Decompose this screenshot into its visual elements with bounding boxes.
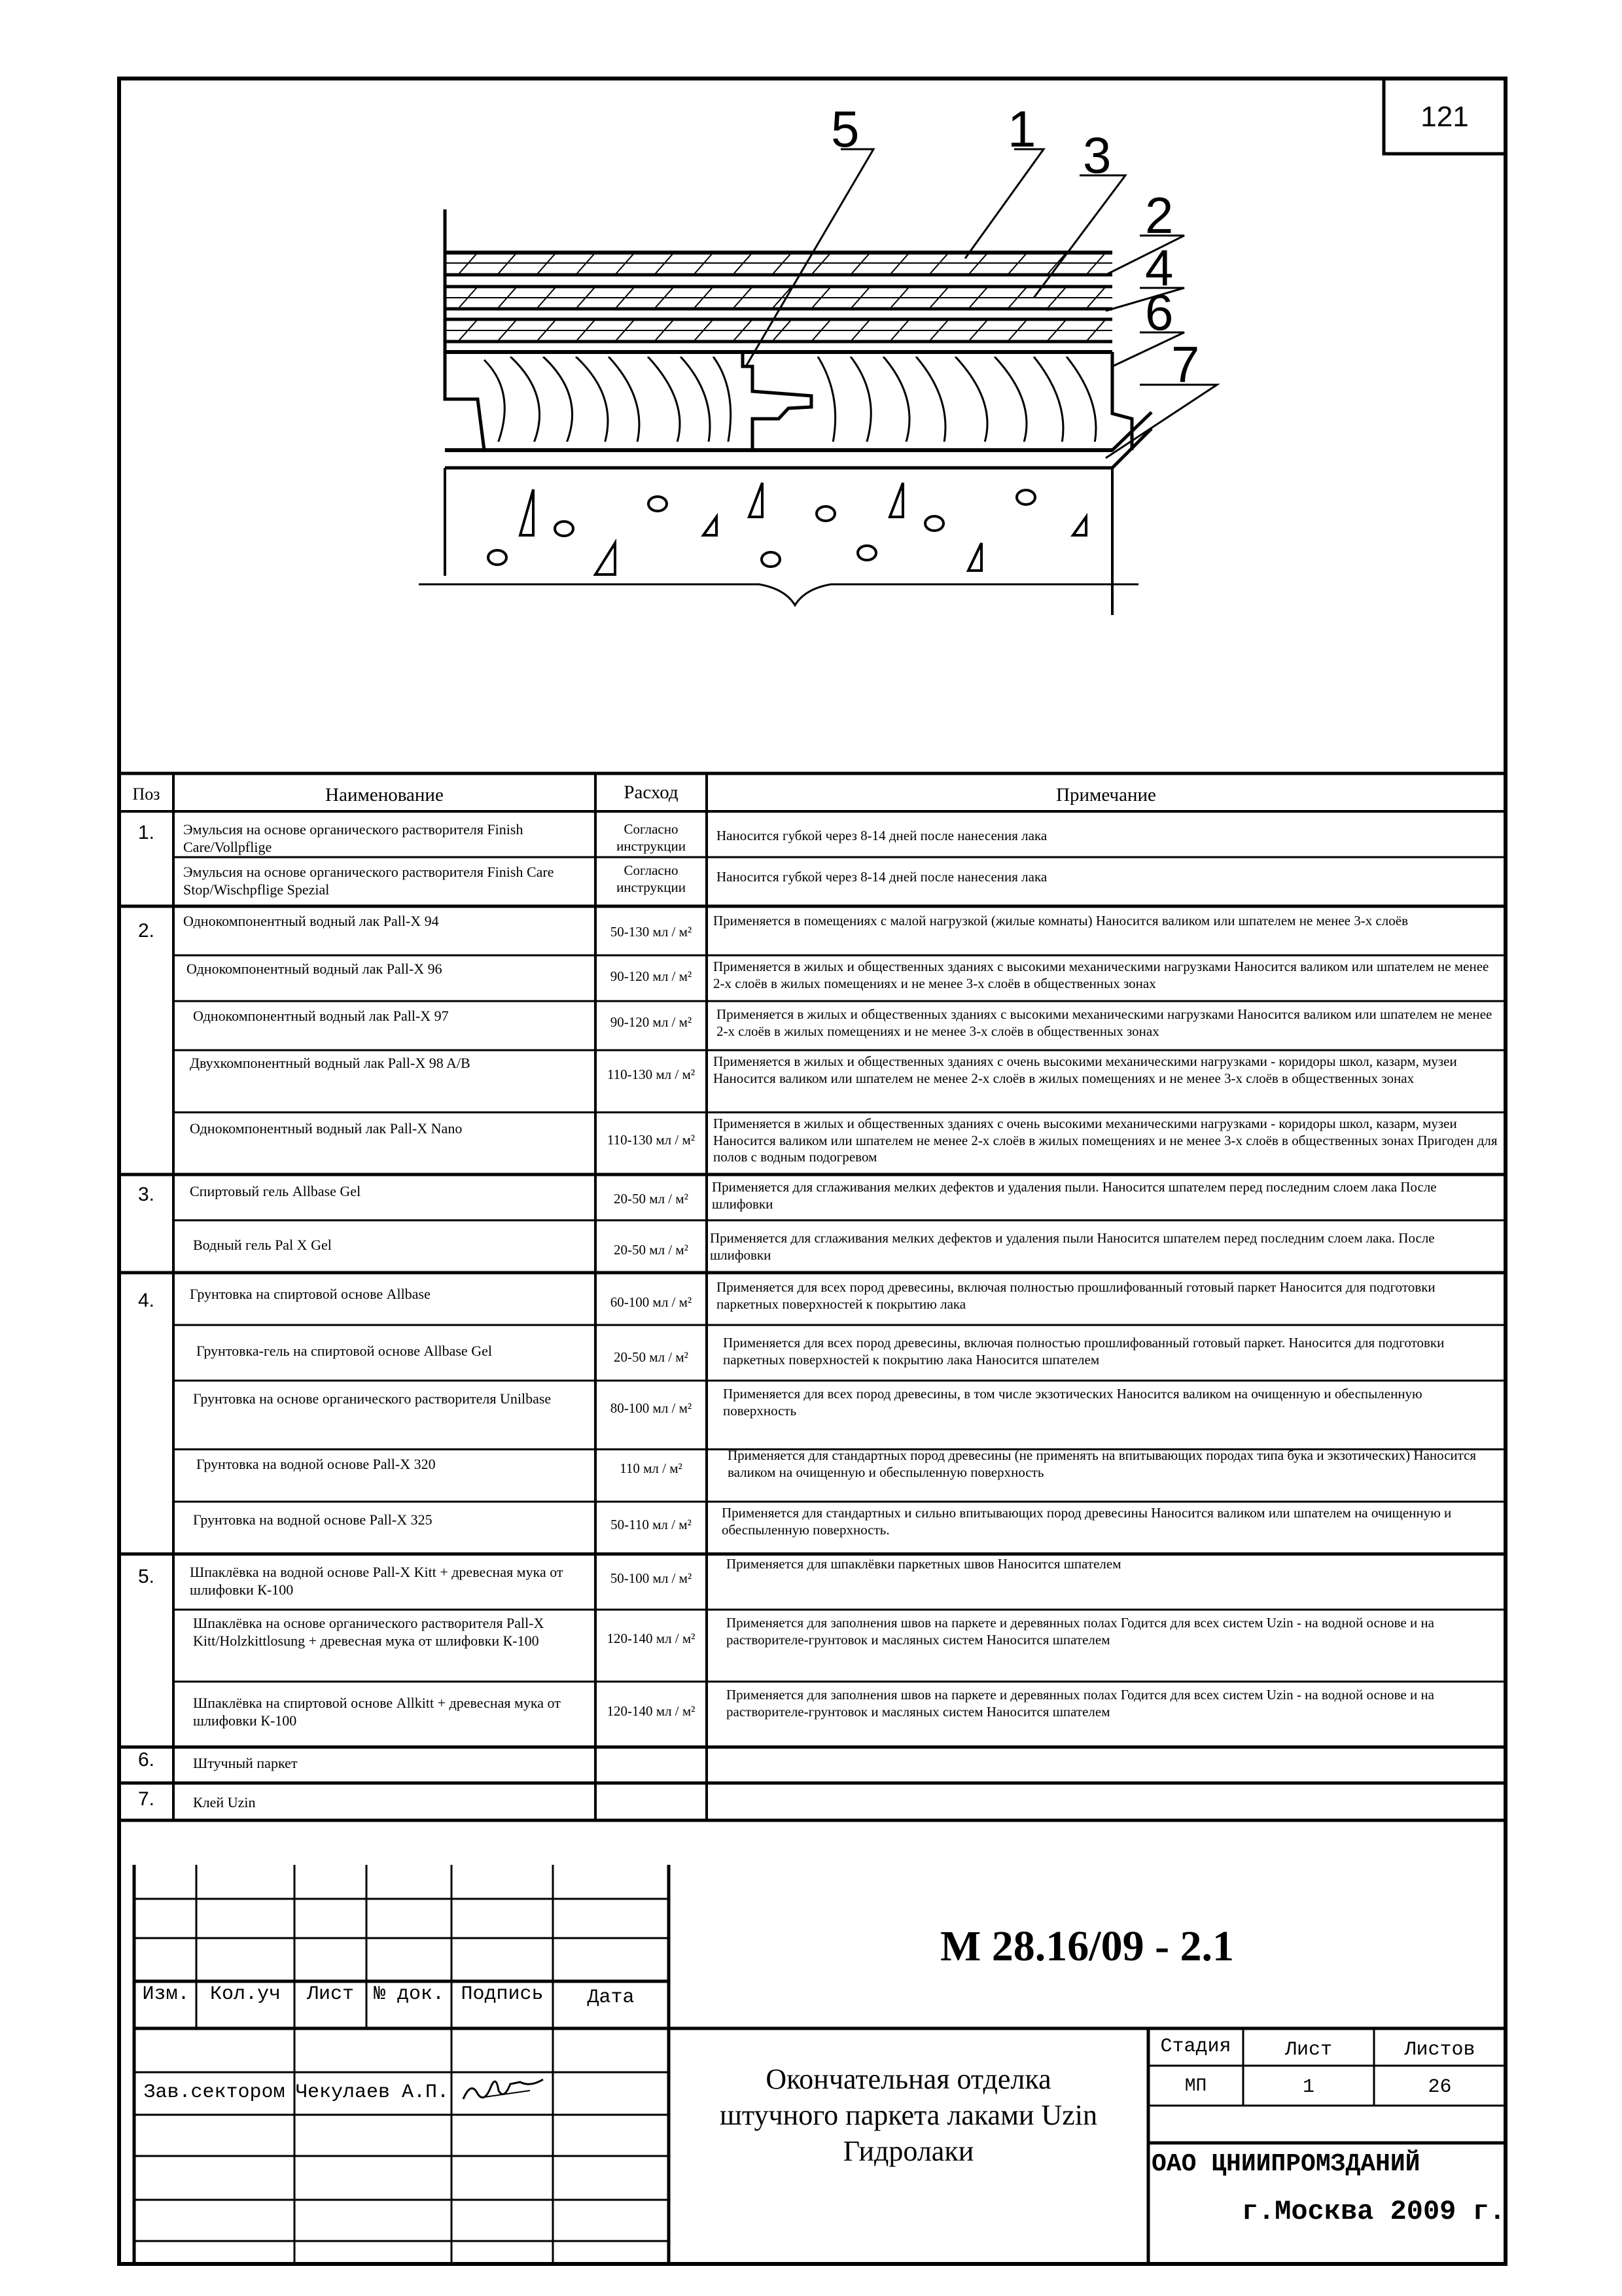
table-row-rate: 110 мл / м² [620, 1460, 682, 1476]
table-row-name: Водный гель Pal X Gel [193, 1237, 332, 1253]
drawing-title-line: штучного паркета лаками Uzin [720, 2099, 1097, 2131]
table-row-rate: 50-110 мл / м² [610, 1517, 692, 1532]
header-name: Наименование [325, 785, 444, 805]
table-row-note: Применяется в жилых и общественных зданиях с высокими механическими нагрузками Наносится валиком или шпателем не менее 2-х слоёв в жилых помещениях и не менее 3-х слоёв в общественных зонах [716, 1006, 1492, 1039]
sheet-number: 121 [1420, 101, 1469, 133]
callout-4: 4 [1145, 239, 1174, 296]
table-row-note: Применяется для шпаклёвки паркетных швов Наносится шпателем [726, 1556, 1121, 1572]
table-row-name: Грунтовка на спиртовой основе Allbase [190, 1286, 431, 1302]
table-row-rate: 20-50 мл / м² [614, 1242, 688, 1258]
city-year: г.Москва 2009 г. [1241, 2196, 1506, 2227]
table-row-rate: 110-130 мл / м² [607, 1067, 696, 1082]
table-row-pos: 3. [137, 1184, 155, 1205]
table-row-rate: 120-140 мл / м² [607, 1631, 696, 1646]
table-row-note: Применяется в помещениях с малой нагрузкой (жилые комнаты) Наносится валиком или шпателем не менее 3-х слоёв [713, 913, 1409, 928]
header-pos: Поз [132, 785, 160, 804]
table-row-rate: Согласно инструкции [616, 862, 686, 895]
table-row-note: Наносится губкой через 8-14 дней после нанесения лака [716, 828, 1048, 843]
stage-value: МП [1184, 2076, 1207, 2096]
table-row-pos: 4. [137, 1290, 155, 1311]
drawing-title-line: Окончательная отделка [766, 2063, 1051, 2095]
callout-7: 7 [1171, 336, 1200, 393]
table-row-name: Грунтовка на водной основе Pall-X 320 [196, 1456, 436, 1472]
table-row-note: Применяется для заполнения швов на паркете и деревянных полах Годится для всех систем Uzin - на водной основе и на растворителе-грунтовок и масляных систем Наносится шпателем [726, 1615, 1435, 1648]
callout-1: 1 [1008, 100, 1036, 158]
rev-header-signature: Подпись [461, 1983, 544, 2005]
callout-6: 6 [1145, 283, 1174, 341]
rev-header-date: Дата [587, 1987, 635, 2009]
table-row-rate: 60-100 мл / м² [610, 1294, 692, 1310]
table-row-note: Применяется для всех пород древесины, в том числе экзотических Наносится валиком на очищенную и обеспыленную поверхность [723, 1386, 1422, 1419]
header-note: Примечание [1056, 785, 1156, 805]
document-code: М 28.16/09 - 2.1 [940, 1922, 1235, 1970]
table-row-note: Применяется в жилых и общественных зданиях с очень высокими механическими нагрузками - коридоры школ, казарм, музеи Наносится валиком или шпателем не менее 2-х слоёв в жилых помещениях и не менее 3-х слоёв в общественных зонах [713, 1053, 1457, 1086]
table-row-rate: Согласно инструкции [616, 821, 686, 854]
organization: ОАО ЦНИИПРОМЗДАНИЙ [1152, 2150, 1420, 2178]
signature [458, 2068, 550, 2107]
sheets-value: 26 [1428, 2076, 1452, 2098]
table-row-name: Шпаклёвка на основе органического растворителя Pall-X Kitt/Holzkittlosung + древесная мука от шлифовки К-100 [193, 1615, 544, 1649]
rev-header-list: Лист [306, 1983, 354, 2005]
stage-label: Стадия [1160, 2036, 1231, 2058]
table-row-name: Эмульсия на основе органического растворителя Finish Care Stop/Wischpflige Spezial [183, 864, 554, 898]
callout-3: 3 [1083, 126, 1112, 184]
table-row-note: Применяется для заполнения швов на паркете и деревянных полах Годится для всех систем Uzin - на водной основе и на растворителе-грунтовок и масляных систем Наносится шпателем [726, 1687, 1435, 1720]
table-row-rate: 20-50 мл / м² [614, 1191, 688, 1207]
table-row-rate: 120-140 мл / м² [607, 1703, 696, 1719]
table-row-note: Применяется для всех пород древесины, включая полностью прошлифованный готовый паркет. Наносится для подготовки паркетных поверхностей к покрытию лака Наносится шпателем [723, 1335, 1445, 1368]
table-row-name: Шпаклёвка на спиртовой основе Allkitt + древесная мука от шлифовки К-100 [193, 1695, 561, 1729]
table-row-note: Применяется в жилых и общественных зданиях с очень высокими механическими нагрузками - коридоры школ, казарм, музеи Наносится валиком или шпателем не менее 2-х слоёв в жилых помещениях и не менее 3-х слоёв в общественных зонах Пригоден для полов с водным подогревом [713, 1116, 1498, 1165]
table-row-name: Спиртовый гель Allbase Gel [190, 1183, 361, 1199]
table-row-rate: 90-120 мл / м² [610, 968, 692, 984]
table-row-pos: 7. [137, 1788, 155, 1810]
table-row-pos: 1. [137, 822, 155, 843]
table-row-note: Применяется для сглаживания мелких дефектов и удаления пыли. Наносится шпателем перед последним слоем лака После шлифовки [712, 1179, 1437, 1212]
table-row-rate: 110-130 мл / м² [607, 1132, 696, 1148]
rev-header-doc: № док. [373, 1983, 445, 2005]
role-label: Зав.сектором [143, 2081, 285, 2104]
table-row-rate: 80-100 мл / м² [610, 1400, 692, 1416]
table-row-note: Применяется для стандартных и сильно впитывающих пород древесины Наносится валиком или шпателем на очищенную и обеспыленную поверхность. [722, 1505, 1452, 1538]
table-row-rate: 90-120 мл / м² [610, 1014, 692, 1030]
sheet-label: Лист [1284, 2039, 1332, 2061]
table-row-name: Грунтовка на водной основе Pall-X 325 [193, 1511, 432, 1528]
rev-header-kolvo: Кол.уч [209, 1983, 281, 2005]
table-row-name: Однокомпонентный водный лак Pall-X 96 [186, 961, 442, 977]
table-row-name: Грунтовка на основе органического растворителя Unilbase [193, 1390, 552, 1407]
table-row-name: Клей Uzin [193, 1794, 256, 1810]
table-row-rate: 20-50 мл / м² [614, 1349, 688, 1365]
table-row-note: Наносится губкой через 8-14 дней после нанесения лака [716, 869, 1048, 885]
table-row-name: Грунтовка-гель на спиртовой основе Allbase Gel [196, 1343, 492, 1359]
table-row-rate: 50-100 мл / м² [610, 1570, 692, 1586]
sheets-label: Листов [1404, 2039, 1475, 2061]
table-row-pos: 5. [137, 1566, 155, 1587]
table-row-name: Однокомпонентный водный лак Pall-X 97 [193, 1008, 449, 1024]
table-row-note: Применяется в жилых и общественных зданиях с высокими механическими нагрузками Наносится валиком или шпателем не менее 2-х слоёв в жилых помещениях и не менее 3-х слоёв в общественных зонах [713, 959, 1489, 991]
sheet-value: 1 [1302, 2076, 1314, 2098]
table-row-name: Однокомпонентный водный лак Pall-X 94 [183, 913, 439, 929]
table-row-name: Штучный паркет [193, 1755, 298, 1771]
table-row-pos: 2. [137, 920, 155, 942]
callout-5: 5 [831, 100, 860, 158]
table-row-note: Применяется для всех пород древесины, включая полностью прошлифованный готовый паркет Наносится для подготовки паркетных поверхностей к покрытию лака [716, 1279, 1436, 1312]
person-name: Чекулаев А.П. [296, 2081, 450, 2104]
table-row-pos: 6. [137, 1749, 155, 1771]
drawing-title-line: Гидролаки [843, 2135, 974, 2167]
table-row-name: Шпаклёвка на водной основе Pall-X Kitt + древесная мука от шлифовки К-100 [190, 1564, 563, 1598]
table-row-rate: 50-130 мл / м² [610, 924, 692, 940]
header-rate: Расход [624, 782, 679, 803]
table-row-note: Применяется для сглаживания мелких дефектов и удаления пыли Наносится шпателем перед последним слоем лака. После шлифовки [710, 1230, 1435, 1263]
table-row-name: Однокомпонентный водный лак Pall-X Nano [190, 1120, 463, 1137]
callout-2: 2 [1145, 186, 1174, 244]
drawing-title [669, 2061, 1148, 2169]
table-row-name: Эмульсия на основе органического растворителя Finish Care/Vollpflige [183, 821, 523, 855]
rev-header-izm: Изм. [142, 1983, 190, 2005]
table-row-note: Применяется для стандартных пород древесины (не применять на впитывающих породах типа бука и экзотических) Наносится валиком на очищенную и обеспыленную поверхность [728, 1447, 1477, 1480]
table-row-name: Двухкомпонентный водный лак Pall-X 98 A/B [190, 1055, 470, 1071]
